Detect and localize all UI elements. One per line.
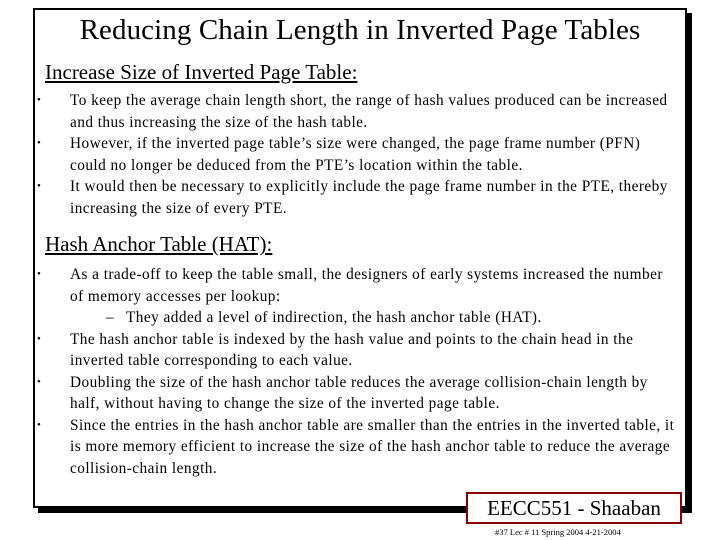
bullet-icon: • (37, 332, 42, 345)
bullet-item (35, 176, 679, 219)
bullet-list-increase-size (35, 90, 685, 219)
course-label: EECC551 - Shaaban (487, 496, 661, 520)
bullet-icon: • (37, 418, 42, 431)
bullet-item (35, 133, 679, 176)
bullet-text: As a trade-off to keep the table small, the designers of early systems increased the number of memory accesses per lookup: (70, 266, 663, 305)
bullet-item (35, 90, 679, 133)
bullet-text: It would then be necessary to explicitly include the page frame number in the PTE, thereby increasing the size of every PTE. (70, 178, 668, 217)
bullet-item (35, 264, 679, 329)
bullet-icon: • (37, 375, 42, 388)
lecture-info: #37 Lec # 11 Spring 2004 4-21-2004 (495, 527, 621, 537)
bullet-item (35, 329, 679, 372)
bullet-item (35, 372, 679, 415)
bullet-icon: • (37, 94, 42, 106)
section-heading-increase-size: Increase Size of Inverted Page Table: (45, 60, 358, 84)
section-heading-hat: Hash Anchor Table (HAT): (45, 232, 273, 256)
sub-bullet-item (70, 307, 679, 329)
bullet-text: However, if the inverted page table’s size were changed, the page frame number (PFN) could no longer be deduced from the PTE’s location within the table. (70, 135, 641, 174)
bullet-item (35, 415, 679, 480)
bullet-icon: • (37, 180, 42, 192)
bullet-icon: • (37, 268, 42, 280)
slide-title: Reducing Chain Length in Inverted Page Tables (79, 14, 641, 46)
bullet-icon: • (37, 137, 42, 149)
bullet-list-hat (35, 264, 685, 479)
bullet-text: To keep the average chain length short, the range of hash values produced can be increased and thus increasing the size of the hash table. (70, 92, 668, 131)
slide-frame (33, 8, 687, 508)
dash-icon: – (106, 309, 115, 326)
bullet-text: Since the entries in the hash anchor table are smaller than the entries in the inverted table, it is more memory efficient to increase the size of the hash anchor table to reduce the average collision-chain length. (70, 416, 675, 477)
course-badge (466, 492, 682, 524)
sub-bullet-text: They added a level of indirection, the hash anchor table (HAT). (126, 309, 542, 326)
bullet-text: Doubling the size of the hash anchor table reduces the average collision-chain length by half, without having to change the size of the inverted page table. (70, 373, 648, 412)
bullet-text: The hash anchor table is indexed by the hash value and points to the chain head in the inverted table corresponding to each value. (70, 330, 634, 369)
